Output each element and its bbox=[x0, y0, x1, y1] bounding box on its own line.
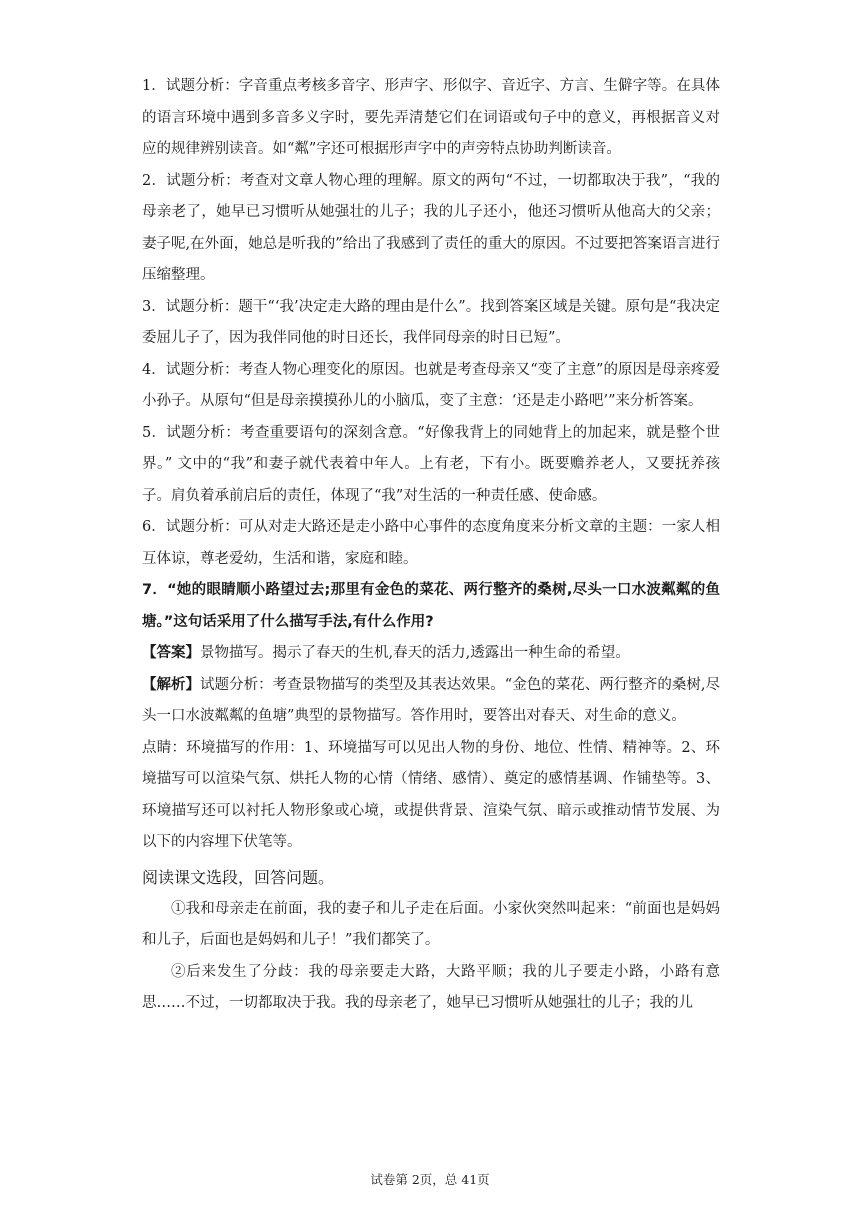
analysis-7 bbox=[142, 670, 720, 733]
passage-paragraph-2: ②后来发生了分歧：我的母亲要走大路，大路平顺；我的儿子要走小路，小路有意思……不过，一切都取决于我。我的母亲老了，她早已习惯听从她强壮的儿子；我的儿 bbox=[142, 963, 720, 1011]
analysis-item-2: 2．试题分析：考查对文章人物心理的理解。原文的两句“不过，一切都取决于我”，“我的母亲老了，她早已习惯听从她强壮的儿子；我的儿子还小，他还习惯听从他高大的父亲；妻子呢,在外面，她总是听我的”给出了我感到了责任的重大的原因。不过要把答案语言进行压缩整理。 bbox=[142, 172, 720, 283]
answer-7 bbox=[142, 638, 720, 670]
page-content bbox=[142, 71, 720, 1020]
analysis-tag: 【解析】 bbox=[142, 676, 201, 693]
section-title: 阅读课文选段，回答问题。 bbox=[142, 867, 335, 887]
analysis-item-4: 4．试题分析：考查人物心理变化的原因。也就是考查母亲又“变了主意”的原因是母亲疼爱小孙子。从原句“但是母亲摸摸孙儿的小脑瓜，变了主意：‘还是走小路吧’”来分析答案。 bbox=[142, 361, 720, 409]
answer-text: 景物描写。揭示了春天的生机,春天的活力,透露出一种生命的希望。 bbox=[200, 645, 630, 661]
analysis-item-6: 6．试题分析：可从对走大路还是走小路中心事件的态度角度来分析文章的主题：一家人相互体谅，尊老爱幼，生活和谐，家庭和睦。 bbox=[142, 519, 720, 567]
passage-paragraph-1: ①我和母亲走在前面，我的妻子和儿子走在后面。小家伙突然叫起来：“前面也是妈妈和儿子，后面也是妈妈和儿子！”我们都笑了。 bbox=[142, 900, 720, 948]
note-7: 点睛：环境描写的作用：1、环境描写可以见出人物的身份、地位、性情、精神等。2、环境描写可以渲染气氛、烘托人物的心情（情绪、感情）、奠定的感情基调、作铺垫等。3、环境描写还可以衬托人物形象或心境，或提供背景、渲染气氛、暗示或推动情节发展、为以下的内容埋下伏笔等。 bbox=[142, 739, 720, 850]
analysis-item-3: 3．试题分析：题干“‘我’决定走大路的理由是什么”。找到答案区域是关键。原句是“我决定委屈儿子了，因为我伴同他的时日还长，我伴同母亲的时日已短”。 bbox=[142, 298, 720, 346]
analysis-text: 试题分析：考查景物描写的类型及其表达效果。“金色的菜花、两行整齐的桑树,尽头一口水波粼粼的鱼塘”典型的景物描写。答作用时，要答出对春天、对生命的意义。 bbox=[142, 676, 720, 724]
analysis-item-1: 1．试题分析：字音重点考核多音字、形声字、形似字、音近字、方言、生僻字等。在具体的语言环境中遇到多音多义字时，要先弄清楚它们在词语或句子中的意义，再根据音义对应的规律辨别读音。如“粼”字还可根据形声字中的声旁特点协助判断读音。 bbox=[142, 78, 720, 157]
question-7: 7．“她的眼睛顺小路望过去;那里有金色的菜花、两行整齐的桑树,尽头一口水波粼粼的鱼塘。”这句话采用了什么描写手法,有什么作用? bbox=[142, 582, 720, 630]
analysis-item-5: 5．试题分析：考查重要语句的深刻含意。“好像我背上的同她背上的加起来，就是整个世界。” 文中的“我”和妻子就代表着中年人。上有老，下有小。既要赡养老人，又要抚养孩子。肩负着承前启后的责任，体现了“我”对生活的一种责任感、使命感。 bbox=[142, 424, 720, 504]
answer-tag: 【答案】 bbox=[142, 645, 200, 661]
page-footer: 试卷第 2页，总 41页 bbox=[370, 1172, 490, 1187]
